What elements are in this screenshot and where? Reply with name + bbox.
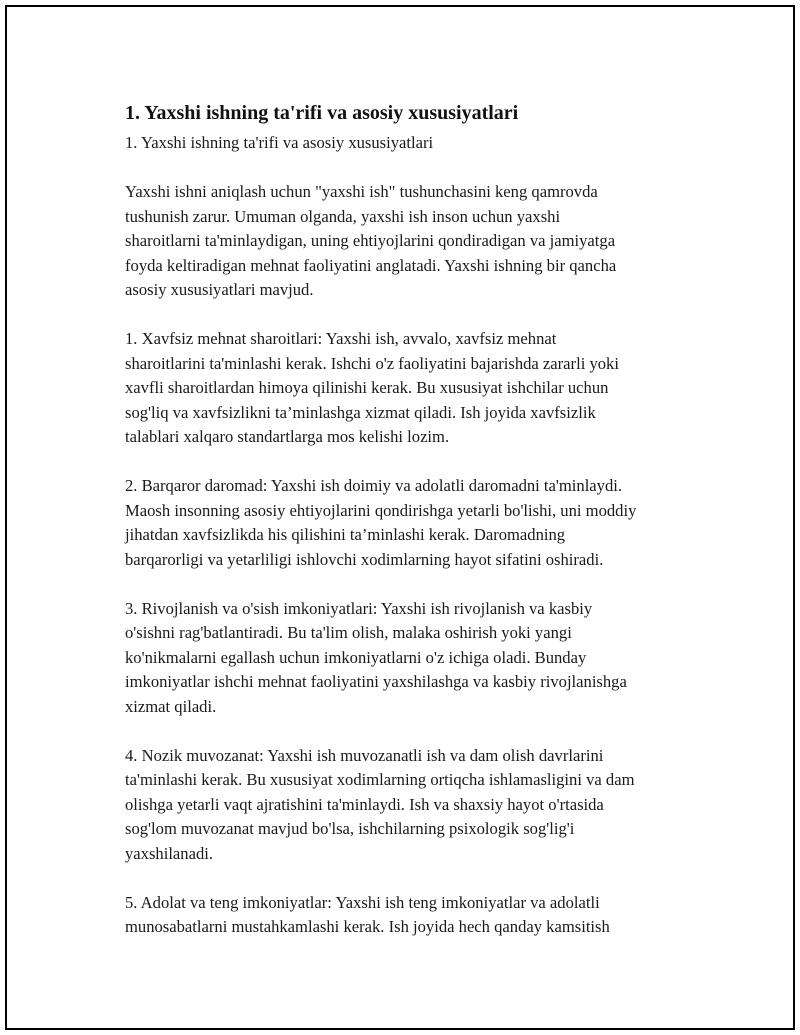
paragraph-item-3: [125, 597, 695, 720]
text-line: sharoitlarini ta'minlashi kerak. Ishchi o'z faoliyatini bajarishda zararli yoki: [125, 353, 619, 373]
text-line: sog'liq va xavfsizlikni ta’minlashga xizmat qiladi. Ish joyida xavfsizlik: [125, 402, 596, 422]
text-line: 5. Adolat va teng imkoniyatlar: Yaxshi ish teng imkoniyatlar va adolatli: [125, 892, 600, 912]
text-line: sharoitlarni ta'minlaydigan, uning ehtiyojlarini qondiradigan va jamiyatga: [125, 231, 616, 250]
text-line: jihatdan xavfsizlikda his qilishini ta’minlashi kerak. Daromadning: [125, 525, 566, 544]
page-frame: [5, 5, 795, 1030]
text-line: yaxshilanadi.: [125, 843, 214, 863]
text-line: ta'minlashi kerak. Bu xususiyat xodimlarning ortiqcha ishlamasligini va dam: [125, 770, 635, 789]
text-line: ko'nikmalarni egallash uchun imkoniyatlarni o'z ichiga oladi. Bunday: [125, 647, 587, 667]
text-line: 1. Yaxshi ishning ta'rifi va asosiy xususiyatlari: [125, 133, 434, 152]
text-line: 3. Rivojlanish va o'sish imkoniyatlari: Yaxshi ish rivojlanish va kasbiy: [125, 598, 593, 618]
paragraph-item-4: [125, 744, 695, 867]
text-line: olishga yetarli vaqt ajratishini ta'minlaydi. Ish va shaxsiy hayot o'rtasida: [125, 794, 604, 814]
text-line: Yaxshi ishni aniqlash uchun "yaxshi ish" tushunchasini keng qamrovda: [125, 182, 598, 201]
text-line: imkoniyatlar ishchi mehnat faoliyatini yaxshilashga va kasbiy rivojlanishga: [125, 672, 627, 691]
text-line: tushunish zarur. Umuman olganda, yaxshi ish inson uchun yaxshi: [125, 206, 561, 226]
text-line: munosabatlarni mustahkamlashi kerak. Ish joyida hech qanday kamsitish: [125, 917, 610, 936]
text-line: talablari xalqaro standartlarga mos kelishi lozim.: [125, 427, 450, 446]
text-line: 2. Barqaror daromad: Yaxshi ish doimiy va adolatli daromadni ta'minlaydi.: [125, 476, 623, 495]
paragraph-intro: [125, 180, 695, 303]
text-line: o'sishni rag'batlantiradi. Bu ta'lim olish, malaka oshirish yoki yangi: [125, 623, 572, 642]
text-line: foyda keltiradigan mehnat faoliyatini anglatadi. Yaxshi ishning bir qancha: [125, 255, 617, 275]
text-line: 4. Nozik muvozanat: Yaxshi ish muvozanatli ish va dam olish davrlarini: [125, 745, 604, 765]
text-line: Maosh insonning asosiy ehtiyojlarini qondirishga yetarli bo'lishi, uni moddiy: [125, 500, 637, 520]
paragraph-subtitle: [125, 131, 695, 156]
text-line: sog'lom muvozanat mavjud bo'lsa, ishchilarning psixologik sog'lig'i: [125, 819, 575, 838]
paragraph-item-1: [125, 327, 695, 450]
paragraph-item-2: [125, 474, 695, 572]
text-line: barqarorligi va yetarliligi ishlovchi xodimlarning hayot sifatini oshiradi.: [125, 549, 604, 569]
text-line: 1. Xavfsiz mehnat sharoitlari: Yaxshi ish, avvalo, xavfsiz mehnat: [125, 329, 557, 348]
paragraph-item-5: [125, 891, 695, 940]
document-body: [125, 99, 695, 964]
text-line: xizmat qiladi.: [125, 696, 217, 716]
text-line: asosiy xususiyatlari mavjud.: [125, 280, 314, 299]
section-heading: 1. Yaxshi ishning ta'rifi va asosiy xususiyatlari: [125, 102, 519, 124]
text-line: xavfli sharoitlardan himoya qilinishi kerak. Bu xususiyat ishchilar uchun: [125, 378, 609, 397]
